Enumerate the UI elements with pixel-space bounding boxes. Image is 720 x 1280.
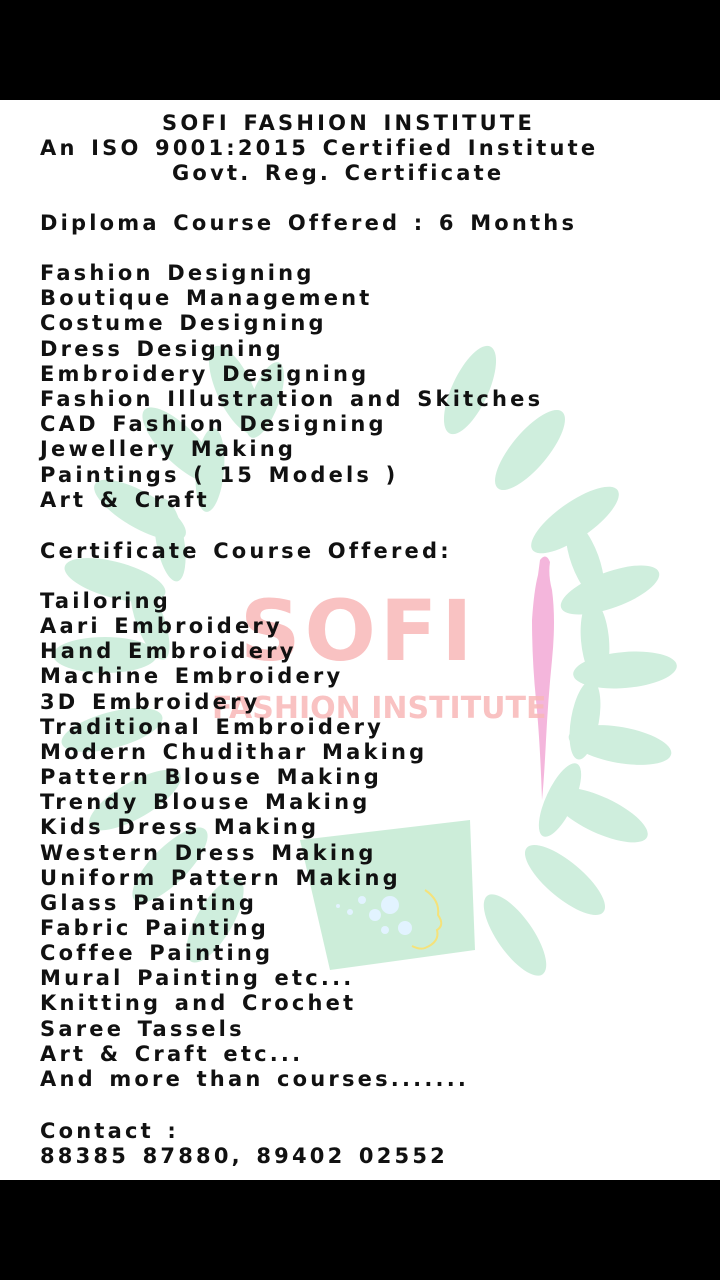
course-item: Fashion Designing [40, 261, 315, 285]
course-item: Art & Craft [40, 487, 210, 512]
govt-registration: Govt. Reg. Certificate [172, 161, 505, 185]
course-item: Art & Craft etc... [40, 1041, 304, 1066]
course-item: Hand Embroidery [40, 639, 297, 664]
course-item: Jewellery Making [40, 437, 297, 462]
course-item: Saree Tassels [40, 1016, 245, 1041]
course-item: Kids Dress Making [40, 815, 320, 840]
course-item: Embroidery Designing [40, 361, 370, 386]
course-item: Fashion Illustration and Skitches [40, 387, 544, 411]
watermark-logo-subtitle: FASHION INSTITUTE [212, 691, 547, 726]
course-item: And more than courses....... [40, 1066, 470, 1091]
diploma-heading: Diploma Course Offered : 6 Months [40, 211, 578, 235]
course-item: Paintings ( 15 Models ) [40, 462, 399, 487]
contact-label: Contact : [40, 1119, 179, 1143]
contact-phones: 88385 87880, 89402 02552 [40, 1144, 448, 1168]
course-item: Trendy Blouse Making [40, 790, 371, 815]
course-item: CAD Fashion Designing [40, 412, 387, 437]
bottom-letterbox-bar [0, 1180, 720, 1280]
course-item: Knitting and Crochet [40, 991, 357, 1016]
certificate-heading: Certificate Course Offered: [40, 539, 452, 563]
iso-certification: An ISO 9001:2015 Certified Institute [40, 136, 599, 160]
course-item: Boutique Management [40, 286, 373, 311]
top-letterbox-bar [0, 0, 720, 100]
course-item: Pattern Blouse Making [40, 765, 382, 790]
course-item: Aari Embroidery [40, 614, 283, 639]
institute-name: SOFI FASHION INSTITUTE [162, 111, 535, 135]
course-item: Tailoring [40, 589, 171, 613]
flyer-text [0, 100, 720, 1180]
course-item: Modern Chudithar Making [40, 739, 428, 764]
course-item: Coffee Painting [40, 941, 274, 966]
course-item: Machine Embroidery [40, 664, 344, 689]
course-item: Dress Designing [40, 336, 284, 361]
course-item: Glass Painting [40, 890, 258, 915]
course-item: 3D Embroidery [40, 689, 261, 714]
course-item: Western Dress Making [40, 840, 377, 865]
course-item: Uniform Pattern Making [40, 865, 401, 890]
course-item: Traditional Embroidery [40, 714, 385, 739]
course-item: Fabric Painting [40, 915, 269, 940]
flyer-sheet [0, 100, 720, 1180]
course-item: Mural Painting etc... [40, 966, 355, 991]
watermark-logo-title: SOFI [240, 582, 477, 680]
course-item: Costume Designing [40, 311, 327, 336]
